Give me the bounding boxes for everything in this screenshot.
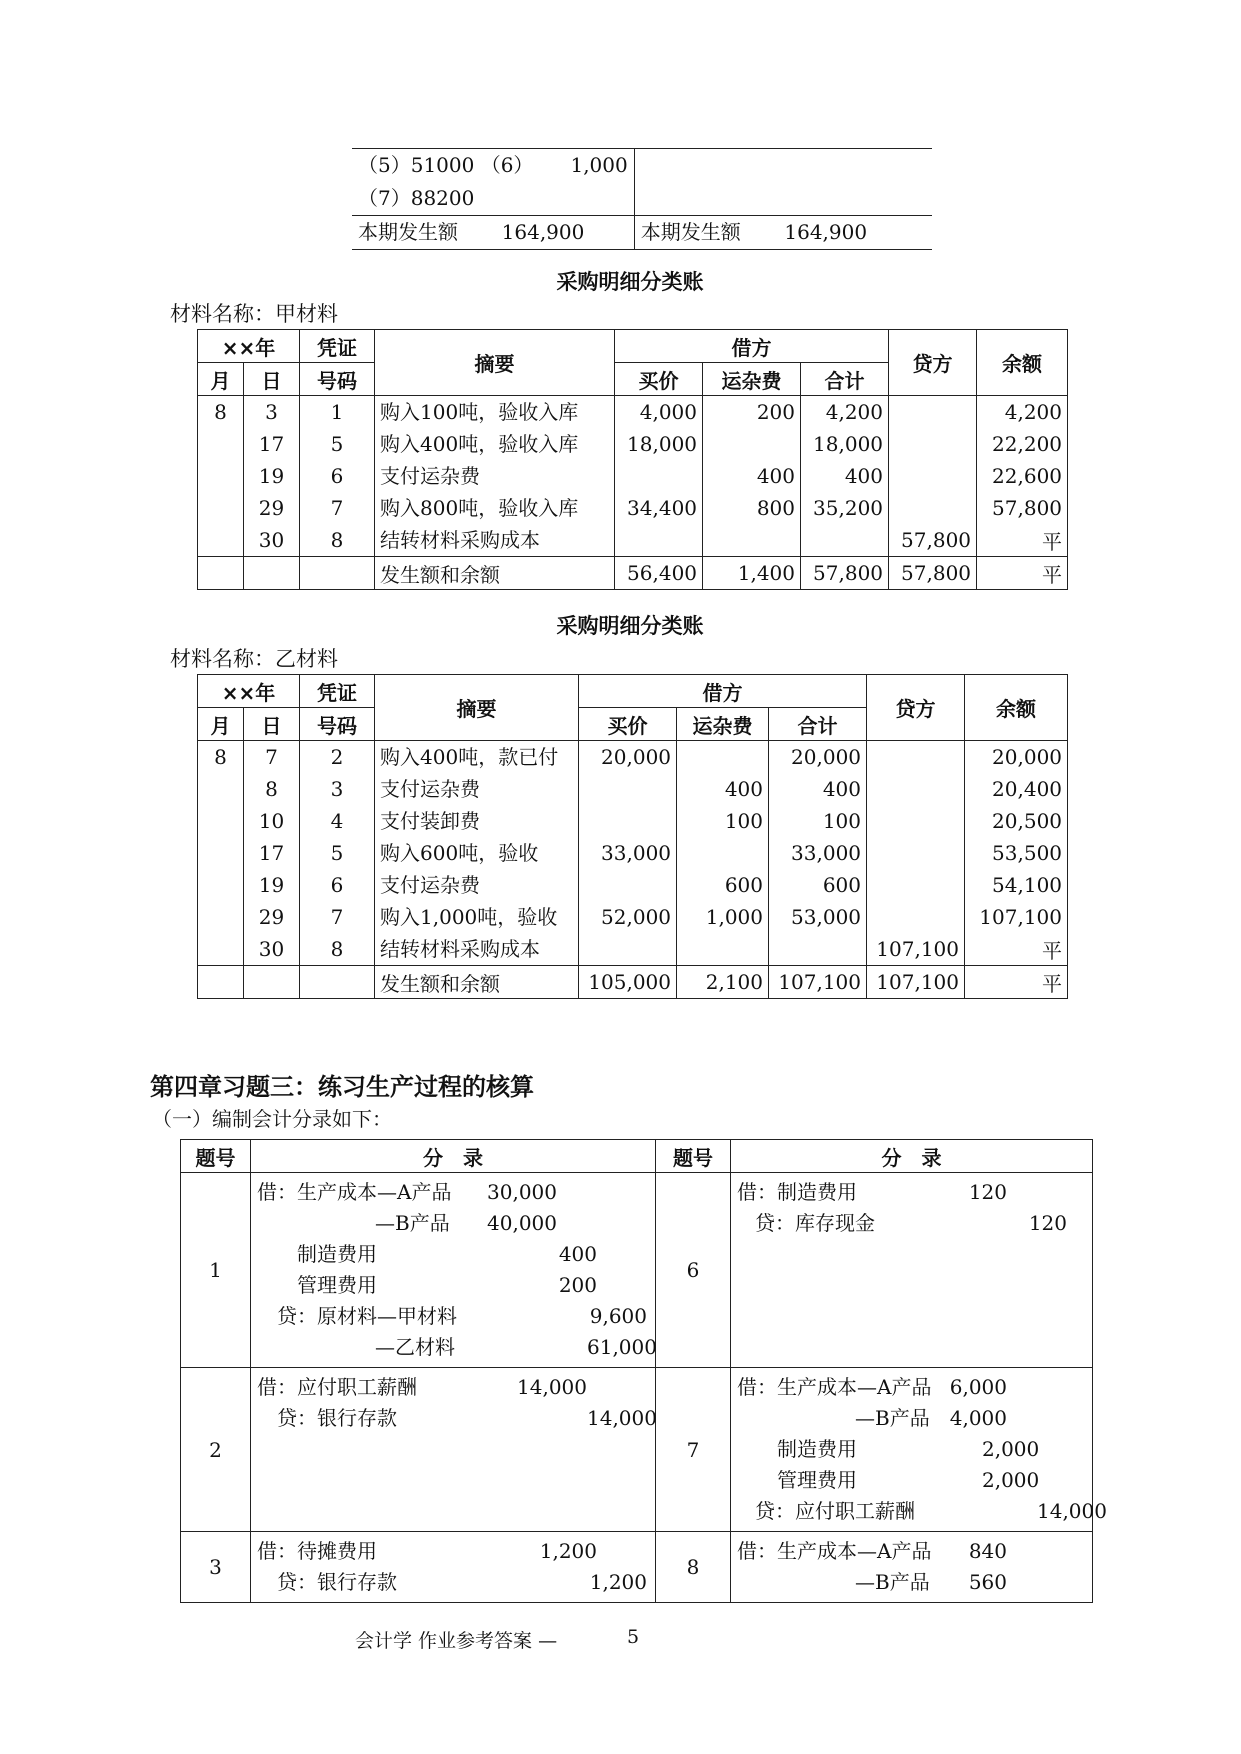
ledger-row bbox=[198, 492, 1068, 524]
ledger-day: 30 bbox=[244, 524, 300, 557]
journal-row bbox=[181, 1173, 1093, 1368]
page-number: 5 bbox=[627, 1626, 640, 1648]
ledger-voucher: 4 bbox=[300, 805, 375, 837]
ledger-row bbox=[198, 837, 1068, 869]
ledger-total-total: 57,800 bbox=[801, 557, 889, 590]
ledger-total-row bbox=[198, 557, 1068, 590]
ledger-price: 34,400 bbox=[615, 492, 703, 524]
ledger-freight: 1,000 bbox=[677, 901, 769, 933]
journal-entry bbox=[251, 1532, 656, 1603]
ledger-balance: 22,200 bbox=[977, 428, 1068, 460]
ledger-summary: 购入100吨，验收入库 bbox=[375, 396, 615, 429]
ledger-row bbox=[198, 396, 1068, 429]
journal-number: 1 bbox=[181, 1173, 251, 1368]
journal-line bbox=[257, 1301, 649, 1332]
ledger-total: 400 bbox=[769, 773, 867, 805]
ledger-total: 33,000 bbox=[769, 837, 867, 869]
ledger-month bbox=[198, 524, 244, 557]
journal-account: —B产品 bbox=[855, 1570, 930, 1594]
journal-amount: 120 bbox=[968, 1180, 1007, 1204]
header-debit: 借方 bbox=[579, 675, 867, 708]
journal-account: 贷：库存现金 bbox=[755, 1211, 875, 1235]
journal-account: —B产品 bbox=[855, 1406, 930, 1430]
ledger-day: 17 bbox=[244, 428, 300, 460]
ledger-day: 3 bbox=[244, 396, 300, 429]
journal-line bbox=[257, 1403, 657, 1434]
ledger-voucher: 8 bbox=[300, 524, 375, 557]
journal-table bbox=[180, 1139, 1107, 1603]
ledger-day: 29 bbox=[244, 901, 300, 933]
journal-line bbox=[737, 1465, 1086, 1496]
ledger-price bbox=[579, 805, 677, 837]
ledger-credit bbox=[867, 773, 965, 805]
ledger-credit bbox=[867, 901, 965, 933]
ledger-balance: 107,100 bbox=[965, 901, 1068, 933]
journal-header-entry: 分 录 bbox=[251, 1140, 656, 1173]
ledger-total: 400 bbox=[801, 460, 889, 492]
ledger-balance: 4,200 bbox=[977, 396, 1068, 429]
journal-amount: 400 bbox=[558, 1242, 597, 1266]
ledger-freight bbox=[703, 428, 801, 460]
journal-line bbox=[257, 1536, 649, 1567]
header-voucher-number: 号码 bbox=[300, 363, 375, 396]
journal-line bbox=[737, 1177, 1086, 1208]
ledger-day: 29 bbox=[244, 492, 300, 524]
ledger-total: 20,000 bbox=[769, 741, 867, 774]
ledger-month bbox=[198, 773, 244, 805]
journal-amount: 560 bbox=[968, 1570, 1007, 1594]
journal-line bbox=[737, 1403, 1086, 1434]
journal-line bbox=[737, 1434, 1086, 1465]
journal-amount: 1,200 bbox=[539, 1539, 597, 1563]
journal-amount: 120 bbox=[1028, 1211, 1067, 1235]
ledger-freight: 200 bbox=[703, 396, 801, 429]
ledger-total: 53,000 bbox=[769, 901, 867, 933]
ledger-total: 35,200 bbox=[801, 492, 889, 524]
header-credit: 贷方 bbox=[889, 330, 977, 396]
journal-amount: 2,000 bbox=[982, 1437, 1040, 1461]
ledger-total-price: 105,000 bbox=[579, 966, 677, 999]
journal-line bbox=[737, 1567, 1086, 1598]
ledger-credit bbox=[889, 460, 977, 492]
ledger-month bbox=[198, 492, 244, 524]
journal-entry bbox=[251, 1368, 656, 1532]
journal-account: 借：生产成本—A产品 bbox=[737, 1539, 932, 1563]
ledger-voucher: 7 bbox=[300, 901, 375, 933]
header-debit: 借方 bbox=[615, 330, 889, 363]
ledger-total-credit: 57,800 bbox=[889, 557, 977, 590]
ledger-freight bbox=[703, 524, 801, 557]
ledger-total-summary: 发生额和余额 bbox=[375, 557, 615, 590]
journal-account: 借：应付职工薪酬 bbox=[257, 1375, 417, 1399]
ledger-day: 10 bbox=[244, 805, 300, 837]
section-subtitle: （一）编制会计分录如下： bbox=[152, 1107, 392, 1131]
journal-entry bbox=[731, 1368, 1107, 1532]
ledger-month bbox=[198, 460, 244, 492]
ledger-month bbox=[198, 428, 244, 460]
ledger-price bbox=[579, 773, 677, 805]
credit-total: 164,900 bbox=[784, 220, 868, 244]
journal-account: 管理费用 bbox=[777, 1468, 857, 1492]
ledger2-material-name: 材料名称：乙材料 bbox=[170, 647, 338, 671]
ledger-total-total: 107,100 bbox=[769, 966, 867, 999]
ledger-voucher: 6 bbox=[300, 869, 375, 901]
journal-line bbox=[257, 1208, 649, 1239]
journal-account: —B产品 bbox=[375, 1211, 450, 1235]
ledger-day: 30 bbox=[244, 933, 300, 966]
ledger-credit bbox=[889, 492, 977, 524]
journal-amount: 840 bbox=[968, 1539, 1007, 1563]
ledger2-title: 采购明细分类账 bbox=[556, 614, 704, 638]
ledger-total: 600 bbox=[769, 869, 867, 901]
journal-line bbox=[737, 1536, 1086, 1567]
journal-account: 制造费用 bbox=[297, 1242, 377, 1266]
ledger-summary: 支付运杂费 bbox=[375, 460, 615, 492]
ledger-month bbox=[198, 805, 244, 837]
journal-amount: 14,000 bbox=[517, 1375, 587, 1399]
ledger-month bbox=[198, 901, 244, 933]
ledger-row bbox=[198, 428, 1068, 460]
ledger-row bbox=[198, 805, 1068, 837]
ledger-voucher: 8 bbox=[300, 933, 375, 966]
t-account-total-row bbox=[352, 216, 932, 250]
ledger-balance: 54,100 bbox=[965, 869, 1068, 901]
header-balance: 余额 bbox=[977, 330, 1068, 396]
ledger-row bbox=[198, 741, 1068, 774]
ledger-summary: 支付装卸费 bbox=[375, 805, 579, 837]
t-account-amount bbox=[539, 182, 634, 216]
ledger-month: 8 bbox=[198, 741, 244, 774]
ledger-price: 4,000 bbox=[615, 396, 703, 429]
journal-line bbox=[737, 1208, 1086, 1239]
ledger-total-freight: 2,100 bbox=[677, 966, 769, 999]
journal-account: 借：待摊费用 bbox=[257, 1539, 377, 1563]
t-account-entry: （5）51000 （6） bbox=[352, 149, 539, 183]
ledger-total-price: 56,400 bbox=[615, 557, 703, 590]
ledger-freight bbox=[677, 741, 769, 774]
journal-line bbox=[257, 1372, 649, 1403]
ledger-price bbox=[579, 933, 677, 966]
journal-account: —乙材料 bbox=[375, 1335, 455, 1359]
journal-account: 贷：应付职工薪酬 bbox=[755, 1499, 915, 1523]
journal-account: 贷：银行存款 bbox=[277, 1406, 397, 1430]
journal-line bbox=[257, 1239, 649, 1270]
ledger-total-freight: 1,400 bbox=[703, 557, 801, 590]
t-account-row bbox=[352, 149, 932, 183]
journal-line bbox=[257, 1332, 657, 1363]
journal-number: 7 bbox=[656, 1368, 731, 1532]
journal-row bbox=[181, 1368, 1093, 1532]
ledger-price bbox=[615, 524, 703, 557]
ledger2-table bbox=[197, 674, 1068, 999]
section-title: 第四章习题三：练习生产过程的核算 bbox=[150, 1073, 534, 1101]
header-voucher: 凭证 bbox=[300, 675, 375, 708]
ledger-voucher: 3 bbox=[300, 773, 375, 805]
journal-amount: 9,600 bbox=[589, 1304, 647, 1328]
t-account-amount: 1,000 bbox=[539, 149, 634, 183]
header-total: 合计 bbox=[801, 363, 889, 396]
journal-amount: 1,200 bbox=[589, 1570, 647, 1594]
ledger-summary: 购入1,000吨，验收 bbox=[375, 901, 579, 933]
header-month: 月 bbox=[198, 708, 244, 741]
ledger-balance: 平 bbox=[977, 524, 1068, 557]
ledger-voucher: 2 bbox=[300, 741, 375, 774]
ledger-credit bbox=[867, 837, 965, 869]
ledger-credit bbox=[889, 428, 977, 460]
ledger-day: 8 bbox=[244, 773, 300, 805]
journal-number: 6 bbox=[656, 1173, 731, 1368]
journal-line bbox=[737, 1372, 1086, 1403]
journal-header-no: 题号 bbox=[181, 1140, 251, 1173]
ledger-price: 33,000 bbox=[579, 837, 677, 869]
ledger-summary: 购入400吨，款已付 bbox=[375, 741, 579, 774]
header-summary: 摘要 bbox=[375, 330, 615, 396]
ledger-freight bbox=[677, 837, 769, 869]
ledger-freight: 400 bbox=[677, 773, 769, 805]
journal-amount: 14,000 bbox=[1037, 1499, 1107, 1523]
journal-account: 借：制造费用 bbox=[737, 1180, 857, 1204]
journal-account: 贷：银行存款 bbox=[277, 1570, 397, 1594]
ledger-row bbox=[198, 524, 1068, 557]
journal-row bbox=[181, 1532, 1093, 1603]
ledger-price: 20,000 bbox=[579, 741, 677, 774]
ledger-balance: 57,800 bbox=[977, 492, 1068, 524]
header-freight: 运杂费 bbox=[703, 363, 801, 396]
journal-account: 借：生产成本—A产品 bbox=[737, 1375, 932, 1399]
journal-account: 制造费用 bbox=[777, 1437, 857, 1461]
header-year: ××年 bbox=[198, 675, 300, 708]
ledger-row bbox=[198, 773, 1068, 805]
header-summary: 摘要 bbox=[375, 675, 579, 741]
journal-number: 2 bbox=[181, 1368, 251, 1532]
journal-amount: 40,000 bbox=[487, 1211, 557, 1235]
ledger-freight: 100 bbox=[677, 805, 769, 837]
journal-entry bbox=[731, 1532, 1093, 1603]
ledger-credit bbox=[867, 741, 965, 774]
header-voucher-number: 号码 bbox=[300, 708, 375, 741]
ledger1-title: 采购明细分类账 bbox=[556, 270, 704, 294]
ledger-total bbox=[801, 524, 889, 557]
ledger-voucher: 5 bbox=[300, 837, 375, 869]
header-total: 合计 bbox=[769, 708, 867, 741]
journal-line bbox=[257, 1567, 649, 1598]
ledger-freight: 600 bbox=[677, 869, 769, 901]
header-day: 日 bbox=[244, 708, 300, 741]
ledger-row bbox=[198, 901, 1068, 933]
ledger-freight bbox=[677, 933, 769, 966]
debit-total-label: 本期发生额 bbox=[358, 220, 458, 244]
ledger-credit: 107,100 bbox=[867, 933, 965, 966]
ledger-balance: 22,600 bbox=[977, 460, 1068, 492]
ledger-voucher: 6 bbox=[300, 460, 375, 492]
journal-header-no: 题号 bbox=[656, 1140, 731, 1173]
header-month: 月 bbox=[198, 363, 244, 396]
journal-account: 贷：原材料—甲材料 bbox=[277, 1304, 457, 1328]
ledger-total-credit: 107,100 bbox=[867, 966, 965, 999]
journal-account: 借：生产成本—A产品 bbox=[257, 1180, 452, 1204]
ledger-total-balance: 平 bbox=[965, 966, 1068, 999]
ledger-summary: 支付运杂费 bbox=[375, 773, 579, 805]
ledger-total-balance: 平 bbox=[977, 557, 1068, 590]
ledger-summary: 购入400吨，验收入库 bbox=[375, 428, 615, 460]
ledger-freight: 800 bbox=[703, 492, 801, 524]
ledger-day: 7 bbox=[244, 741, 300, 774]
ledger-price: 18,000 bbox=[615, 428, 703, 460]
ledger-summary: 购入800吨，验收入库 bbox=[375, 492, 615, 524]
ledger-row bbox=[198, 869, 1068, 901]
header-credit: 贷方 bbox=[867, 675, 965, 741]
t-account bbox=[352, 148, 932, 250]
t-account-entry: （7）88200 bbox=[352, 182, 539, 216]
ledger-month bbox=[198, 837, 244, 869]
journal-amount: 30,000 bbox=[487, 1180, 557, 1204]
ledger-total: 18,000 bbox=[801, 428, 889, 460]
journal-amount: 14,000 bbox=[587, 1406, 657, 1430]
header-price: 买价 bbox=[579, 708, 677, 741]
ledger-voucher: 7 bbox=[300, 492, 375, 524]
ledger-total bbox=[769, 933, 867, 966]
ledger-month bbox=[198, 933, 244, 966]
ledger-total-row bbox=[198, 966, 1068, 999]
ledger-total: 100 bbox=[769, 805, 867, 837]
ledger-day: 17 bbox=[244, 837, 300, 869]
journal-number: 8 bbox=[656, 1532, 731, 1603]
journal-entry bbox=[731, 1173, 1093, 1368]
ledger-summary: 支付运杂费 bbox=[375, 869, 579, 901]
ledger-month bbox=[198, 869, 244, 901]
journal-amount: 2,000 bbox=[982, 1468, 1040, 1492]
ledger-day: 19 bbox=[244, 460, 300, 492]
header-price: 买价 bbox=[615, 363, 703, 396]
header-balance: 余额 bbox=[965, 675, 1068, 741]
ledger-credit bbox=[889, 396, 977, 429]
ledger-summary: 结转材料采购成本 bbox=[375, 933, 579, 966]
ledger-balance: 53,500 bbox=[965, 837, 1068, 869]
t-account-row bbox=[352, 182, 932, 216]
credit-total-label: 本期发生额 bbox=[640, 220, 741, 244]
journal-line bbox=[257, 1270, 649, 1301]
ledger-price bbox=[579, 869, 677, 901]
ledger-balance: 20,400 bbox=[965, 773, 1068, 805]
header-freight: 运杂费 bbox=[677, 708, 769, 741]
ledger1-table bbox=[197, 329, 1068, 590]
journal-number: 3 bbox=[181, 1532, 251, 1603]
ledger-freight: 400 bbox=[703, 460, 801, 492]
ledger-total-summary: 发生额和余额 bbox=[375, 966, 579, 999]
ledger-balance: 平 bbox=[965, 933, 1068, 966]
ledger-balance: 20,500 bbox=[965, 805, 1068, 837]
ledger-credit: 57,800 bbox=[889, 524, 977, 557]
ledger-credit bbox=[867, 869, 965, 901]
header-voucher: 凭证 bbox=[300, 330, 375, 363]
journal-amount: 4,000 bbox=[949, 1406, 1007, 1430]
ledger-row bbox=[198, 933, 1068, 966]
ledger-summary: 结转材料采购成本 bbox=[375, 524, 615, 557]
debit-total: 164,900 bbox=[501, 220, 585, 244]
journal-account: 管理费用 bbox=[297, 1273, 377, 1297]
ledger-price: 52,000 bbox=[579, 901, 677, 933]
ledger-voucher: 5 bbox=[300, 428, 375, 460]
journal-amount: 6,000 bbox=[949, 1375, 1007, 1399]
ledger-price bbox=[615, 460, 703, 492]
ledger-credit bbox=[867, 805, 965, 837]
journal-line bbox=[257, 1177, 649, 1208]
header-day: 日 bbox=[244, 363, 300, 396]
ledger-total: 4,200 bbox=[801, 396, 889, 429]
ledger-row bbox=[198, 460, 1068, 492]
ledger-day: 19 bbox=[244, 869, 300, 901]
journal-amount: 61,000 bbox=[587, 1335, 657, 1359]
journal-line bbox=[737, 1496, 1107, 1527]
journal-amount: 200 bbox=[558, 1273, 597, 1297]
journal-header-entry: 分 录 bbox=[731, 1140, 1093, 1173]
ledger-balance: 20,000 bbox=[965, 741, 1068, 774]
ledger-voucher: 1 bbox=[300, 396, 375, 429]
footer-text: 会计学 作业参考答案 — bbox=[355, 1630, 558, 1652]
header-year: ××年 bbox=[198, 330, 300, 363]
ledger-month: 8 bbox=[198, 396, 244, 429]
ledger1-material-name: 材料名称：甲材料 bbox=[170, 302, 338, 326]
ledger-summary: 购入600吨，验收 bbox=[375, 837, 579, 869]
journal-entry bbox=[251, 1173, 656, 1368]
